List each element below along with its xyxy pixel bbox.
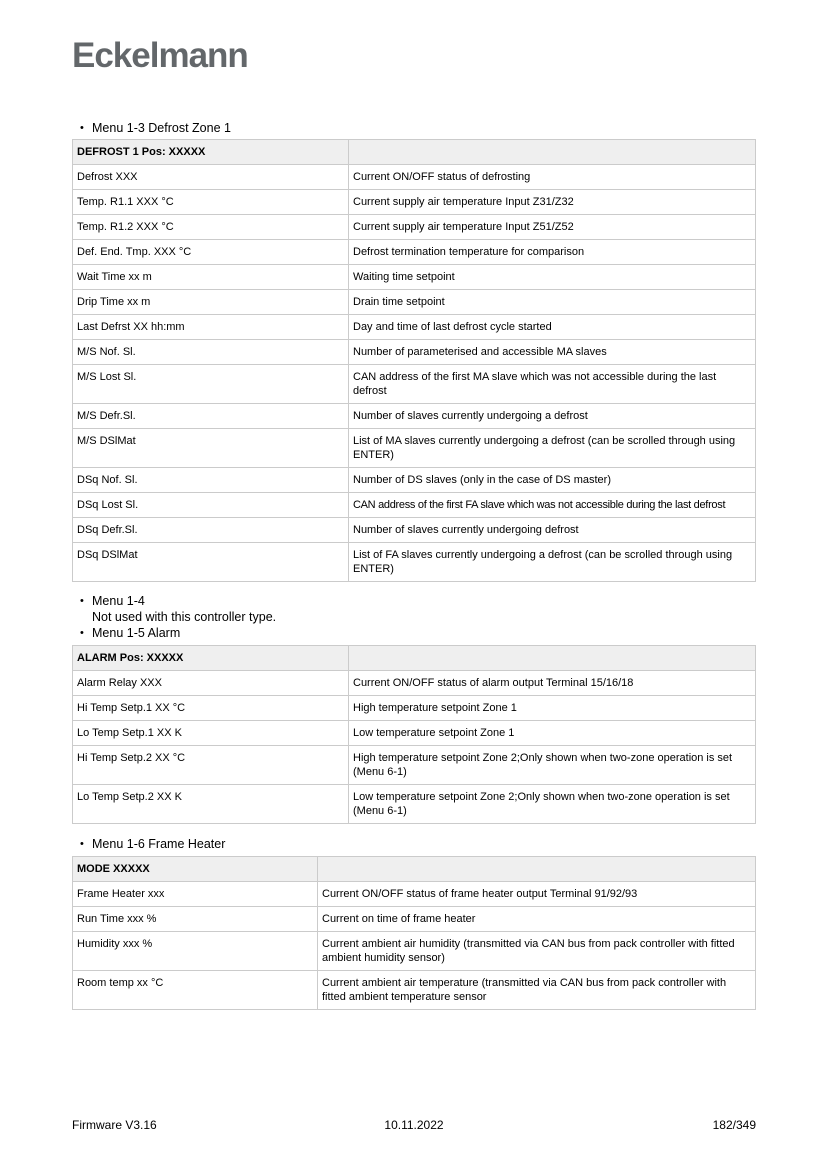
- description-cell: Low temperature setpoint Zone 1: [349, 721, 756, 746]
- defrost-table: [72, 139, 756, 582]
- description-cell: Day and time of last defrost cycle started: [349, 315, 756, 340]
- table-row: [73, 315, 756, 340]
- param-cell: Temp. R1.2 XXX °C: [73, 215, 349, 240]
- bullet-menu-1-4-1-5: [72, 593, 756, 641]
- param-cell: Alarm Relay XXX: [73, 671, 349, 696]
- description-cell: Number of slaves currently undergoing defrost: [349, 518, 756, 543]
- bullet-icon: •: [80, 838, 84, 850]
- alarm-table: [72, 645, 756, 824]
- param-cell: DSq DSlMat: [73, 543, 349, 582]
- table-header-row: [73, 140, 756, 165]
- param-cell: M/S Nof. Sl.: [73, 340, 349, 365]
- footer-page-number: 182/349: [712, 1118, 756, 1132]
- description-cell: Current ON/OFF status of defrosting: [349, 165, 756, 190]
- table-row: [73, 429, 756, 468]
- description-cell: CAN address of the first MA slave which was not accessible during the last defrost: [349, 365, 756, 404]
- param-cell: Hi Temp Setp.2 XX °C: [73, 746, 349, 785]
- description-cell: Number of DS slaves (only in the case of DS master): [349, 468, 756, 493]
- description-cell: Number of parameterised and accessible MA slaves: [349, 340, 756, 365]
- description-cell: Current ambient air temperature (transmitted via CAN bus from pack controller with fitted ambient temperature sensor: [318, 971, 756, 1010]
- table-row: [73, 468, 756, 493]
- param-cell: Run Time xxx %: [73, 907, 318, 932]
- description-cell: Number of slaves currently undergoing a defrost: [349, 404, 756, 429]
- table-row: [73, 671, 756, 696]
- footer-firmware: Firmware V3.16: [72, 1118, 157, 1132]
- mode-table: [72, 856, 756, 1010]
- list-item: [72, 120, 756, 136]
- table-row: [73, 971, 756, 1010]
- table-row: [73, 190, 756, 215]
- menu-1-4-note: Not used with this controller type.: [92, 610, 277, 624]
- param-cell: DSq Defr.Sl.: [73, 518, 349, 543]
- table-row: [73, 340, 756, 365]
- table-row: [73, 493, 756, 518]
- bullet-icon: •: [80, 627, 84, 639]
- description-cell: High temperature setpoint Zone 1: [349, 696, 756, 721]
- description-cell: Defrost termination temperature for comparison: [349, 240, 756, 265]
- param-cell: Hi Temp Setp.1 XX °C: [73, 696, 349, 721]
- menu-1-4-label: Menu 1-4: [92, 594, 145, 608]
- description-cell: Current ON/OFF status of alarm output Terminal 15/16/18: [349, 671, 756, 696]
- param-cell: M/S Lost Sl.: [73, 365, 349, 404]
- table-header-cell-empty: [349, 140, 756, 165]
- table-row: [73, 265, 756, 290]
- table-header-row: [73, 646, 756, 671]
- bullet-menu-1-3: [72, 120, 756, 136]
- description-cell: List of FA slaves currently undergoing a defrost (can be scrolled through using ENTER): [349, 543, 756, 582]
- description-cell: Current supply air temperature Input Z31/Z32: [349, 190, 756, 215]
- param-cell: Temp. R1.1 XXX °C: [73, 190, 349, 215]
- description-cell: Current ambient air humidity (transmitted via CAN bus from pack controller with fitted ambient humidity sensor): [318, 932, 756, 971]
- param-cell: Lo Temp Setp.1 XX K: [73, 721, 349, 746]
- description-cell: Current supply air temperature Input Z51/Z52: [349, 215, 756, 240]
- table-header-cell: ALARM Pos: XXXXX: [73, 646, 349, 671]
- bullet-icon: •: [80, 595, 84, 607]
- param-cell: Last Defrst XX hh:mm: [73, 315, 349, 340]
- table-row: [73, 721, 756, 746]
- table-header-cell-empty: [318, 857, 756, 882]
- param-cell: M/S DSlMat: [73, 429, 349, 468]
- description-cell: Drain time setpoint: [349, 290, 756, 315]
- table-row: [73, 907, 756, 932]
- table-row: [73, 404, 756, 429]
- param-cell: DSq Lost Sl.: [73, 493, 349, 518]
- table-header-cell: MODE XXXXX: [73, 857, 318, 882]
- param-cell: Defrost XXX: [73, 165, 349, 190]
- table-header-cell: DEFROST 1 Pos: XXXXX: [73, 140, 349, 165]
- param-cell: M/S Defr.Sl.: [73, 404, 349, 429]
- table-row: [73, 785, 756, 824]
- description-cell: Low temperature setpoint Zone 2;Only shown when two-zone operation is set (Menu 6-1): [349, 785, 756, 824]
- param-cell: Humidity xxx %: [73, 932, 318, 971]
- table-row: [73, 290, 756, 315]
- table-row: [73, 746, 756, 785]
- page-footer: [72, 1118, 756, 1133]
- table-row: [73, 543, 756, 582]
- param-cell: Wait Time xx m: [73, 265, 349, 290]
- description-cell: CAN address of the first FA slave which was not accessible during the last defrost: [349, 493, 756, 518]
- list-item: [72, 836, 756, 852]
- param-cell: DSq Nof. Sl.: [73, 468, 349, 493]
- menu-1-5-label: Menu 1-5 Alarm: [92, 626, 181, 640]
- bullet-icon: •: [80, 122, 84, 134]
- menu-1-3-label: Menu 1-3 Defrost Zone 1: [92, 121, 231, 135]
- footer-date: 10.11.2022: [384, 1118, 444, 1132]
- table-row: [73, 696, 756, 721]
- bullet-menu-1-6: [72, 836, 756, 852]
- param-cell: Lo Temp Setp.2 XX K: [73, 785, 349, 824]
- description-cell: High temperature setpoint Zone 2;Only shown when two-zone operation is set (Menu 6-1): [349, 746, 756, 785]
- table-row: [73, 365, 756, 404]
- list-item: [72, 593, 756, 609]
- table-row: [73, 882, 756, 907]
- table-header-row: [73, 857, 756, 882]
- description-cell: List of MA slaves currently undergoing a defrost (can be scrolled through using ENTER): [349, 429, 756, 468]
- menu-1-6-label: Menu 1-6 Frame Heater: [92, 837, 226, 851]
- description-cell: Current ON/OFF status of frame heater output Terminal 91/92/93: [318, 882, 756, 907]
- table-header-cell-empty: [349, 646, 756, 671]
- description-cell: Waiting time setpoint: [349, 265, 756, 290]
- param-cell: Drip Time xx m: [73, 290, 349, 315]
- param-cell: Frame Heater xxx: [73, 882, 318, 907]
- param-cell: Room temp xx °C: [73, 971, 318, 1010]
- table-row: [73, 215, 756, 240]
- table-row: [73, 932, 756, 971]
- eckelmann-logo: Eckelmann: [72, 36, 248, 75]
- table-row: [73, 240, 756, 265]
- table-row: [73, 518, 756, 543]
- table-row: [73, 165, 756, 190]
- list-item: [72, 625, 756, 641]
- description-cell: Current on time of frame heater: [318, 907, 756, 932]
- param-cell: Def. End. Tmp. XXX °C: [73, 240, 349, 265]
